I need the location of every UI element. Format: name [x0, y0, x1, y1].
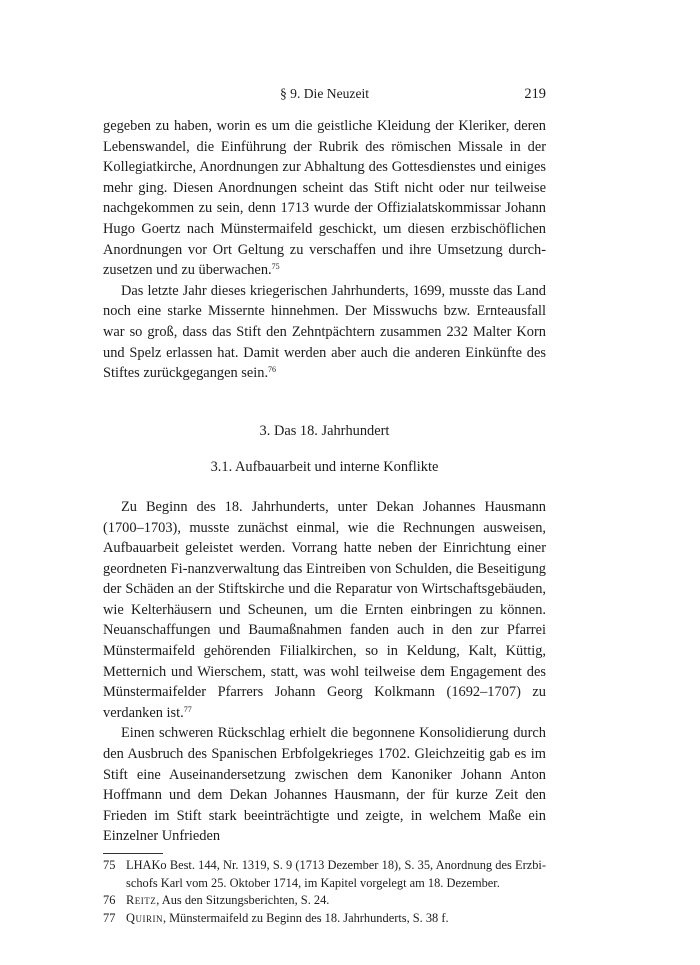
footnote-author: Reitz — [126, 893, 157, 907]
footnote-number: 75 — [103, 858, 116, 872]
footnote — [103, 910, 546, 928]
footnotes — [103, 857, 546, 927]
paragraph-text: Das letzte Jahr dieses kriegerischen Jahrhunderts, 1699, musste das Land noch eine starke Missernte hinnehmen. Der Misswuchs bzw. Ernteausfall war so groß, dass das Stift den Zehntpächtern zusammen 232 Malter Korn und Spelz erlassen hat. Damit werden aber auch die anderen Einkünfte des Stiftes zurückgegangen sein. — [103, 282, 546, 382]
footnote-text: LHAKo Best. 144, Nr. 1319, S. 9 (1713 Dezember 18), S. 35, Anordnung des Erzbi-schofs Karl vom 25. Oktober 1714, im Kapitel vorgelegt am 18. Dezember. — [126, 858, 546, 890]
section-heading: 3. Das 18. Jahrhundert — [259, 422, 390, 439]
footnote — [103, 892, 546, 910]
footnote-number: 76 — [103, 893, 116, 907]
footnote-text: , Münstermaifeld zu Beginn des 18. Jahrhunderts, S. 38 f. — [162, 910, 449, 925]
footnote — [103, 857, 546, 892]
main-text — [103, 116, 546, 927]
paragraph-text: Zu Beginn des 18. Jahrhunderts, unter Dekan Johannes Hausmann (1700–1703), musste zunächst einmal, wie die Rechnungen ausweisen, Aufbauarbeit geleistet werden. Vorrang hatte neben der Einrichtung einer geordneten Fi-nanzverwaltung das Eintreiben von Schulden, die Beseitigung der Schäden an der Stiftskirche und die Reparatur von Wirtschaftsgebäuden, wie Kelterhäusern und Scheunen, um die Ernten einbringen zu können. Neuanschaffungen und Baumaßnahmen fanden auch in den zur Pfarrei Münstermaifeld gehörenden Filialkirchen, so in Keldung, Kalt, Küttig, Metternich und Wierschem, statt, was wohl teilweise dem Engagement des Münstermaifelder Pfarrers Johann Georg Kolkmann (1692–1707) zu verdanken ist. — [103, 498, 546, 721]
paragraph-text: Einen schweren Rückschlag erhielt die begonnene Konsolidierung durch den Ausbruch des Spanischen Erbfolgekrieges 1702. Gleichzeitig gab es im Stift eine Auseinandersetzung zwischen dem Kanoniker Johann Anton Hoffmann und dem Dekan Johannes Hausmann, der für kurze Zeit den Frieden im Stift stark beeinträchtigte und zeigte, in welchem Maße ein Einzelner Unfrieden — [103, 725, 546, 845]
paragraph — [103, 497, 546, 724]
running-header — [103, 86, 546, 106]
subsection-heading: 3.1. Aufbauarbeit und interne Konflikte — [210, 459, 439, 476]
footnote-divider — [103, 853, 163, 854]
footnote-author: Quirin — [126, 910, 163, 925]
footnote-reference: 76 — [268, 365, 277, 375]
paragraph — [103, 723, 546, 847]
footnote-reference: 77 — [183, 705, 192, 715]
footnote-number: 77 — [103, 910, 116, 925]
footnote-text: , Aus den Sitzungsberichten, S. 24. — [156, 893, 330, 907]
paragraph-text: gegeben zu haben, worin es um die geistliche Kleidung der Kleriker, deren Lebenswandel, die Einführung der Rubrik des römischen Missale in der Kollegiatkirche, Anordnungen zur Abhaltung des Gottesdienstes und einiges mehr ging. Diesen Anordnungen scheint das Stift nicht oder nur teilweise nachgekommen zu sein, denn 1713 wurde der Offizialatskommissar Johann Hugo Goertz nach Münstermaifeld geschickt, um diesen erzbischöflichen Anordnungen vor Ort Geltung zu verschaffen und ihre Umsetzung durch-zusetzen und zu überwachen. — [103, 118, 546, 279]
footnote-reference: 75 — [271, 262, 280, 272]
page-number: 219 — [524, 86, 546, 102]
running-title: § 9. Die Neuzeit — [279, 86, 370, 101]
paragraph — [103, 116, 546, 281]
paragraph — [103, 281, 546, 384]
